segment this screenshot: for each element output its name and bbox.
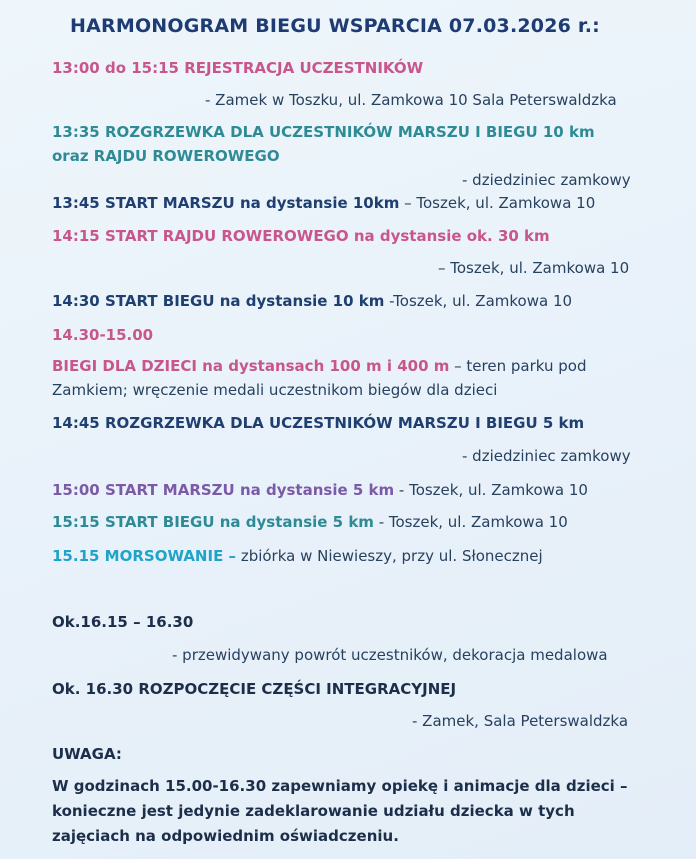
item-lead: konieczne jest jedynie zadeklarowanie udziału dziecka w tych	[52, 802, 575, 820]
item-rest: – Toszek, ul. Zamkowa 10	[438, 259, 630, 277]
schedule-item-winter-swimming	[52, 546, 543, 566]
item-lead: 13:00 do 15:15 REJESTRACJA UCZESTNIKÓW	[52, 59, 424, 77]
item-lead: 15:00 START MARSZU na dystansie 5 km	[52, 481, 395, 499]
bike-rally-location	[438, 258, 629, 278]
warmup-10km-location	[462, 170, 631, 190]
schedule-item-bike-rally	[52, 226, 550, 246]
item-lead: 14:45 ROZGRZEWKA DLA UCZESTNIKÓW MARSZU I BIEGU 5 km	[52, 414, 585, 432]
item-rest: -Toszek, ul. Zamkowa 10	[384, 292, 573, 310]
item-lead: 13:35 ROZGRZEWKA DLA UCZESTNIKÓW MARSZU I BIEGU 10 km	[52, 123, 595, 141]
item-lead: oraz RAJDU ROWEROWEGO	[52, 147, 280, 165]
schedule-item-warmup-10km	[52, 122, 595, 142]
schedule-item-integration	[52, 679, 456, 699]
item-rest: – teren parku pod	[449, 357, 587, 375]
item-rest: - Toszek, ul. Zamkowa 10	[394, 481, 588, 499]
item-lead: UWAGA:	[52, 745, 122, 763]
schedule-item-kids-runs	[52, 356, 586, 376]
item-lead: 15.15 MORSOWANIE –	[52, 547, 237, 565]
schedule-item-warmup-5km	[52, 413, 584, 433]
registration-location	[205, 90, 617, 110]
integration-location	[412, 711, 628, 731]
kids-runs-cont	[52, 380, 497, 400]
notice-line-3	[52, 826, 399, 846]
item-rest: - przewidywany powrót uczestników, dekoracja medalowa	[172, 646, 608, 664]
item-rest: Zamkiem; wręczenie medali uczestnikom biegów dla dzieci	[52, 381, 498, 399]
page-title: HARMONOGRAM BIEGU WSPARCIA 07.03.2026 r.:	[70, 15, 600, 37]
item-rest: - dziedziniec zamkowy	[462, 447, 631, 465]
schedule-item-kids-time	[52, 325, 153, 345]
return-description	[172, 645, 608, 665]
item-rest: - Zamek, Sala Peterswaldzka	[412, 712, 629, 730]
notice-heading	[52, 744, 122, 764]
item-lead: 14.30-15.00	[52, 326, 154, 344]
item-lead: 14:15 START RAJDU ROWEROWEGO na dystansie ok. 30 km	[52, 227, 550, 245]
item-lead: Ok. 16.30 ROZPOCZĘCIE CZĘŚCI INTEGRACYJNEJ	[52, 680, 457, 698]
item-rest: – Toszek, ul. Zamkowa 10	[399, 194, 596, 212]
schedule-item-march-5km	[52, 480, 588, 500]
warmup-5km-location	[462, 446, 631, 466]
item-rest: zbiórka w Niewieszy, przy ul. Słonecznej	[236, 547, 543, 565]
item-rest: - Toszek, ul. Zamkowa 10	[373, 513, 568, 531]
schedule-item-warmup-10km-cont	[52, 146, 280, 166]
schedule-item-run-10km	[52, 291, 572, 311]
schedule-item-registration	[52, 58, 423, 78]
notice-line-2	[52, 801, 575, 821]
item-lead: zajęciach na odpowiednim oświadczeniu.	[52, 827, 399, 845]
item-lead: 14:30 START BIEGU na dystansie 10 km	[52, 292, 385, 310]
schedule-item-return-time	[52, 612, 193, 632]
item-lead: 15:15 START BIEGU na dystansie 5 km	[52, 513, 374, 531]
item-lead: W godzinach 15.00-16.30 zapewniamy opiekę i animacje dla dzieci –	[52, 777, 628, 795]
item-lead: 13:45 START MARSZU na dystansie 10km	[52, 194, 400, 212]
notice-line-1	[52, 776, 628, 796]
item-lead: Ok.16.15 – 16.30	[52, 613, 194, 631]
schedule-item-run-5km	[52, 512, 568, 532]
item-rest: - Zamek w Toszku, ul. Zamkowa 10 Sala Peterswaldzka	[205, 91, 617, 109]
item-lead: BIEGI DLA DZIECI na dystansach 100 m i 400 m	[52, 357, 450, 375]
schedule-item-march-10km	[52, 193, 595, 213]
item-rest: - dziedziniec zamkowy	[462, 171, 631, 189]
